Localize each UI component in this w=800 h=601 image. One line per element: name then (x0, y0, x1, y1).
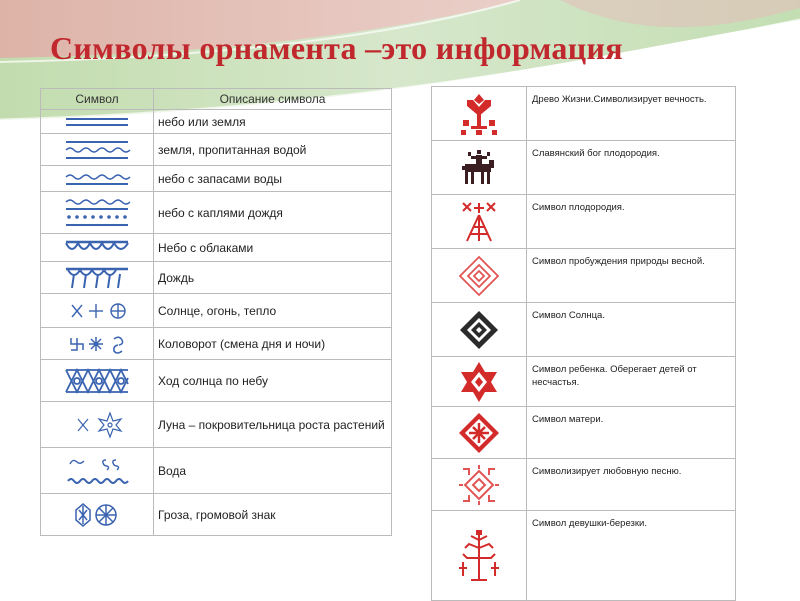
row-description: Славянский бог плодородия. (527, 141, 736, 195)
table-row (41, 234, 392, 262)
row-description: Символ пробуждения природы весной. (527, 249, 736, 303)
water-icon (62, 454, 132, 488)
rain-icon (62, 266, 132, 290)
table-row (432, 357, 736, 407)
spring-awakening-icon (457, 254, 501, 298)
table-row (432, 407, 736, 459)
sun-rhombus-icon (457, 308, 501, 352)
kolovorot-icon (62, 333, 132, 355)
table-row (432, 87, 736, 141)
row-description: Символ девушки-березки. (527, 511, 736, 601)
header-symbol: Символ (41, 89, 154, 110)
table-row (41, 134, 392, 166)
table-row (432, 511, 736, 601)
rain-drops-icon (62, 197, 132, 229)
row-description: Ход солнца по небу (154, 360, 392, 402)
symbols-table-right (431, 86, 736, 601)
double-line-icon (62, 115, 132, 129)
row-description: Символ плодородия. (527, 195, 736, 249)
tree-of-life-icon (457, 92, 501, 136)
table-row (41, 262, 392, 294)
wave-between-lines-icon (62, 139, 132, 161)
table-row (432, 303, 736, 357)
row-description: небо или земля (154, 110, 392, 134)
row-description: Символизирует любовную песню. (527, 459, 736, 511)
child-star-icon (457, 360, 501, 404)
table-row (41, 448, 392, 494)
clouds-icon (62, 239, 132, 257)
row-description: Гроза, громовой знак (154, 494, 392, 536)
row-description: Солнце, огонь, тепло (154, 294, 392, 328)
mother-symbol-icon (457, 411, 501, 455)
table-row (41, 402, 392, 448)
table-row (41, 494, 392, 536)
row-description: земля, пропитанная водой (154, 134, 392, 166)
row-description: небо с запасами воды (154, 166, 392, 192)
row-description: Вода (154, 448, 392, 494)
row-description: Луна – покровительница роста растений (154, 402, 392, 448)
sun-path-icon (62, 366, 132, 396)
row-description: небо с каплями дождя (154, 192, 392, 234)
table-header-row (41, 89, 392, 110)
table-row (432, 249, 736, 303)
table-row (432, 195, 736, 249)
row-description: Древо Жизни.Символизирует вечность. (527, 87, 736, 141)
wave-over-line-icon (62, 171, 132, 187)
table-row (41, 110, 392, 134)
row-description: Дождь (154, 262, 392, 294)
row-description: Небо с облаками (154, 234, 392, 262)
moon-star-icon (62, 410, 132, 440)
table-row (41, 166, 392, 192)
fertility-god-rider-icon (457, 146, 501, 190)
cross-sun-icon (62, 300, 132, 322)
birch-girl-icon (455, 528, 503, 584)
row-description: Символ Солнца. (527, 303, 736, 357)
table-row (41, 192, 392, 234)
header-description: Описание символа (154, 89, 392, 110)
row-description: Символ ребенка. Оберегает детей от несчастья. (527, 357, 736, 407)
table-row (41, 328, 392, 360)
row-description: Символ матери. (527, 407, 736, 459)
row-description: Коловорот (смена дня и ночи) (154, 328, 392, 360)
fertility-symbol-icon (457, 199, 501, 245)
thunder-sign-icon (62, 501, 132, 529)
table-row (41, 360, 392, 402)
table-row (432, 459, 736, 511)
love-song-icon (457, 463, 501, 507)
slide-title: Символы орнамента –это информация (50, 30, 623, 66)
table-row (41, 294, 392, 328)
table-row (432, 141, 736, 195)
symbols-table-left (40, 88, 392, 536)
